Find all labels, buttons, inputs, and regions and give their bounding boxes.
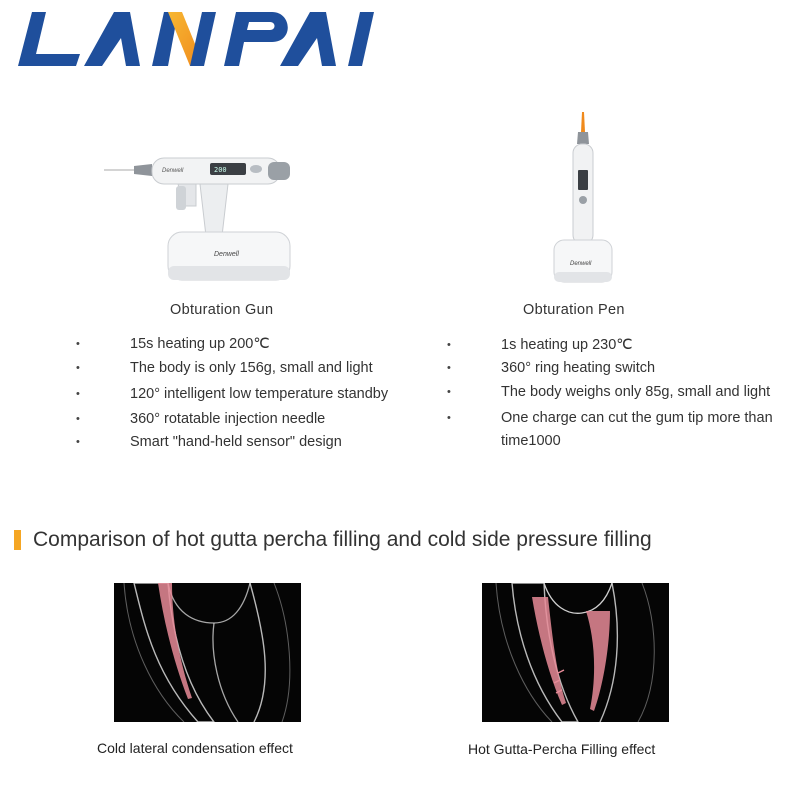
cold-lateral-tooth-illustration [114, 583, 301, 722]
gun-feature: • 120° intelligent low temperature standby [76, 383, 406, 406]
cold-lateral-caption: Cold lateral condensation effect [97, 740, 293, 756]
pen-features-list [447, 334, 792, 453]
pen-feature: • One charge can cut the gum tip more than time1000 [447, 407, 792, 453]
pen-feature: • 1s heating up 230℃ [447, 334, 792, 357]
comparison-header [14, 528, 652, 552]
svg-text:Denwell: Denwell [570, 261, 592, 267]
obturation-pen-image [548, 110, 618, 285]
gun-feature: • The body is only 156g, small and light [76, 357, 406, 380]
pen-feature: • The body weighs only 85g, small and light [447, 381, 792, 404]
obturation-gun-image [100, 148, 310, 283]
cold-lateral-image [114, 583, 301, 722]
pen-caption: Obturation Pen [523, 302, 625, 318]
gun-feature: • Smart "hand-held sensor" design [76, 431, 406, 454]
accent-bar [14, 530, 21, 550]
gun-feature: • 360° rotatable injection needle [76, 408, 406, 431]
hot-gutta-percha-image [482, 583, 669, 722]
gun-features-list [76, 333, 406, 454]
lanpai-logo [18, 8, 398, 70]
svg-text:Denwell: Denwell [162, 168, 184, 174]
comparison-title: Comparison of hot gutta percha filling and cold side pressure filling [33, 528, 652, 551]
pen-feature: • 360° ring heating switch [447, 357, 792, 380]
gun-feature: • 15s heating up 200℃ [76, 333, 406, 356]
svg-text:Denwell: Denwell [214, 251, 239, 258]
gun-caption: Obturation Gun [170, 302, 274, 318]
hot-gutta-percha-tooth-illustration [482, 583, 669, 722]
hot-gutta-percha-caption: Hot Gutta-Percha Filling effect [468, 741, 656, 757]
svg-text:200: 200 [214, 166, 227, 174]
